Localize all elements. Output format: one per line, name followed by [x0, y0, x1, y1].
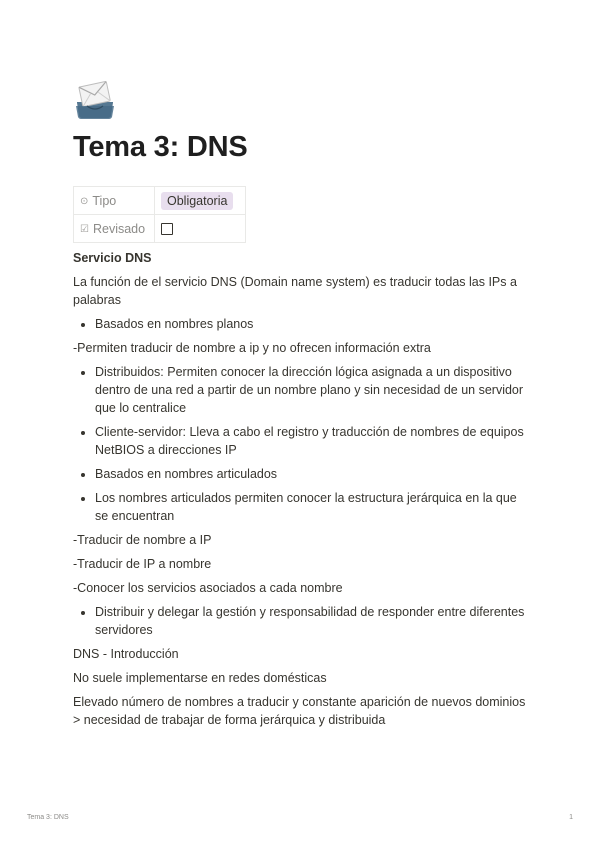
bullet-list [73, 363, 533, 525]
page-title: Tema 3: DNS [73, 131, 248, 163]
paragraph: No suele implementarse en redes domésticas [73, 671, 327, 685]
checkbox-property-icon: ☑ [80, 223, 89, 235]
list-item: • Cliente-servidor: Lleva a cabo el registro y traducción de nombres de equipos NetBIOS a direcciones IP [95, 423, 533, 459]
paragraph: Elevado número de nombres a traducir y constante aparición de nuevos dominios > necesidad de trabajar de forma jerárquica y distribuida [73, 695, 526, 727]
page [73, 78, 533, 735]
paragraph: -Traducir de nombre a IP [73, 533, 212, 547]
paragraph: -Traducir de IP a nombre [73, 557, 212, 571]
property-row-tipo [74, 187, 246, 215]
list-item: • Distribuir y delegar la gestión y responsabilidad de responder entre diferentes servidores [95, 603, 533, 639]
page-number: 1 [569, 814, 573, 821]
page-footer [27, 814, 573, 821]
bullet-list [73, 315, 533, 333]
envelope-inbox-icon [73, 78, 117, 120]
property-name-tipo[interactable] [74, 187, 155, 215]
property-name-revisado[interactable] [74, 215, 155, 243]
property-label: Tipo [92, 193, 117, 208]
revisado-checkbox[interactable] [161, 223, 173, 235]
property-value-revisado[interactable] [155, 215, 246, 243]
paragraph: -Permiten traducir de nombre a ip y no ofrecen información extra [73, 341, 431, 355]
footer-title: Tema 3: DNS [27, 814, 69, 821]
bullet-list [73, 603, 533, 639]
property-row-revisado [74, 215, 246, 243]
list-item: • Basados en nombres articulados [95, 465, 533, 483]
paragraph: -Conocer los servicios asociados a cada nombre [73, 581, 343, 595]
list-item: • Distribuidos: Permiten conocer la dirección lógica asignada a un dispositivo dentro de una red a partir de un nombre plano y sin necesidad de un servidor que lo centralice [95, 363, 533, 417]
section-heading: Servicio DNS [73, 251, 152, 265]
properties-table [73, 186, 246, 243]
paragraph: La función de el servicio DNS (Domain name system) es traducir todas las IPs a palabras [73, 275, 517, 307]
property-value-tipo[interactable] [155, 187, 246, 215]
tipo-tag[interactable]: Obligatoria [161, 192, 233, 210]
page-content [73, 249, 533, 729]
property-label: Revisado [92, 221, 146, 236]
select-icon: ⊙ [80, 195, 89, 207]
list-item: • Los nombres articulados permiten conocer la estructura jerárquica en la que se encuentran [95, 489, 533, 525]
list-item: • Basados en nombres planos [95, 315, 533, 333]
paragraph: DNS - Introducción [73, 647, 179, 661]
